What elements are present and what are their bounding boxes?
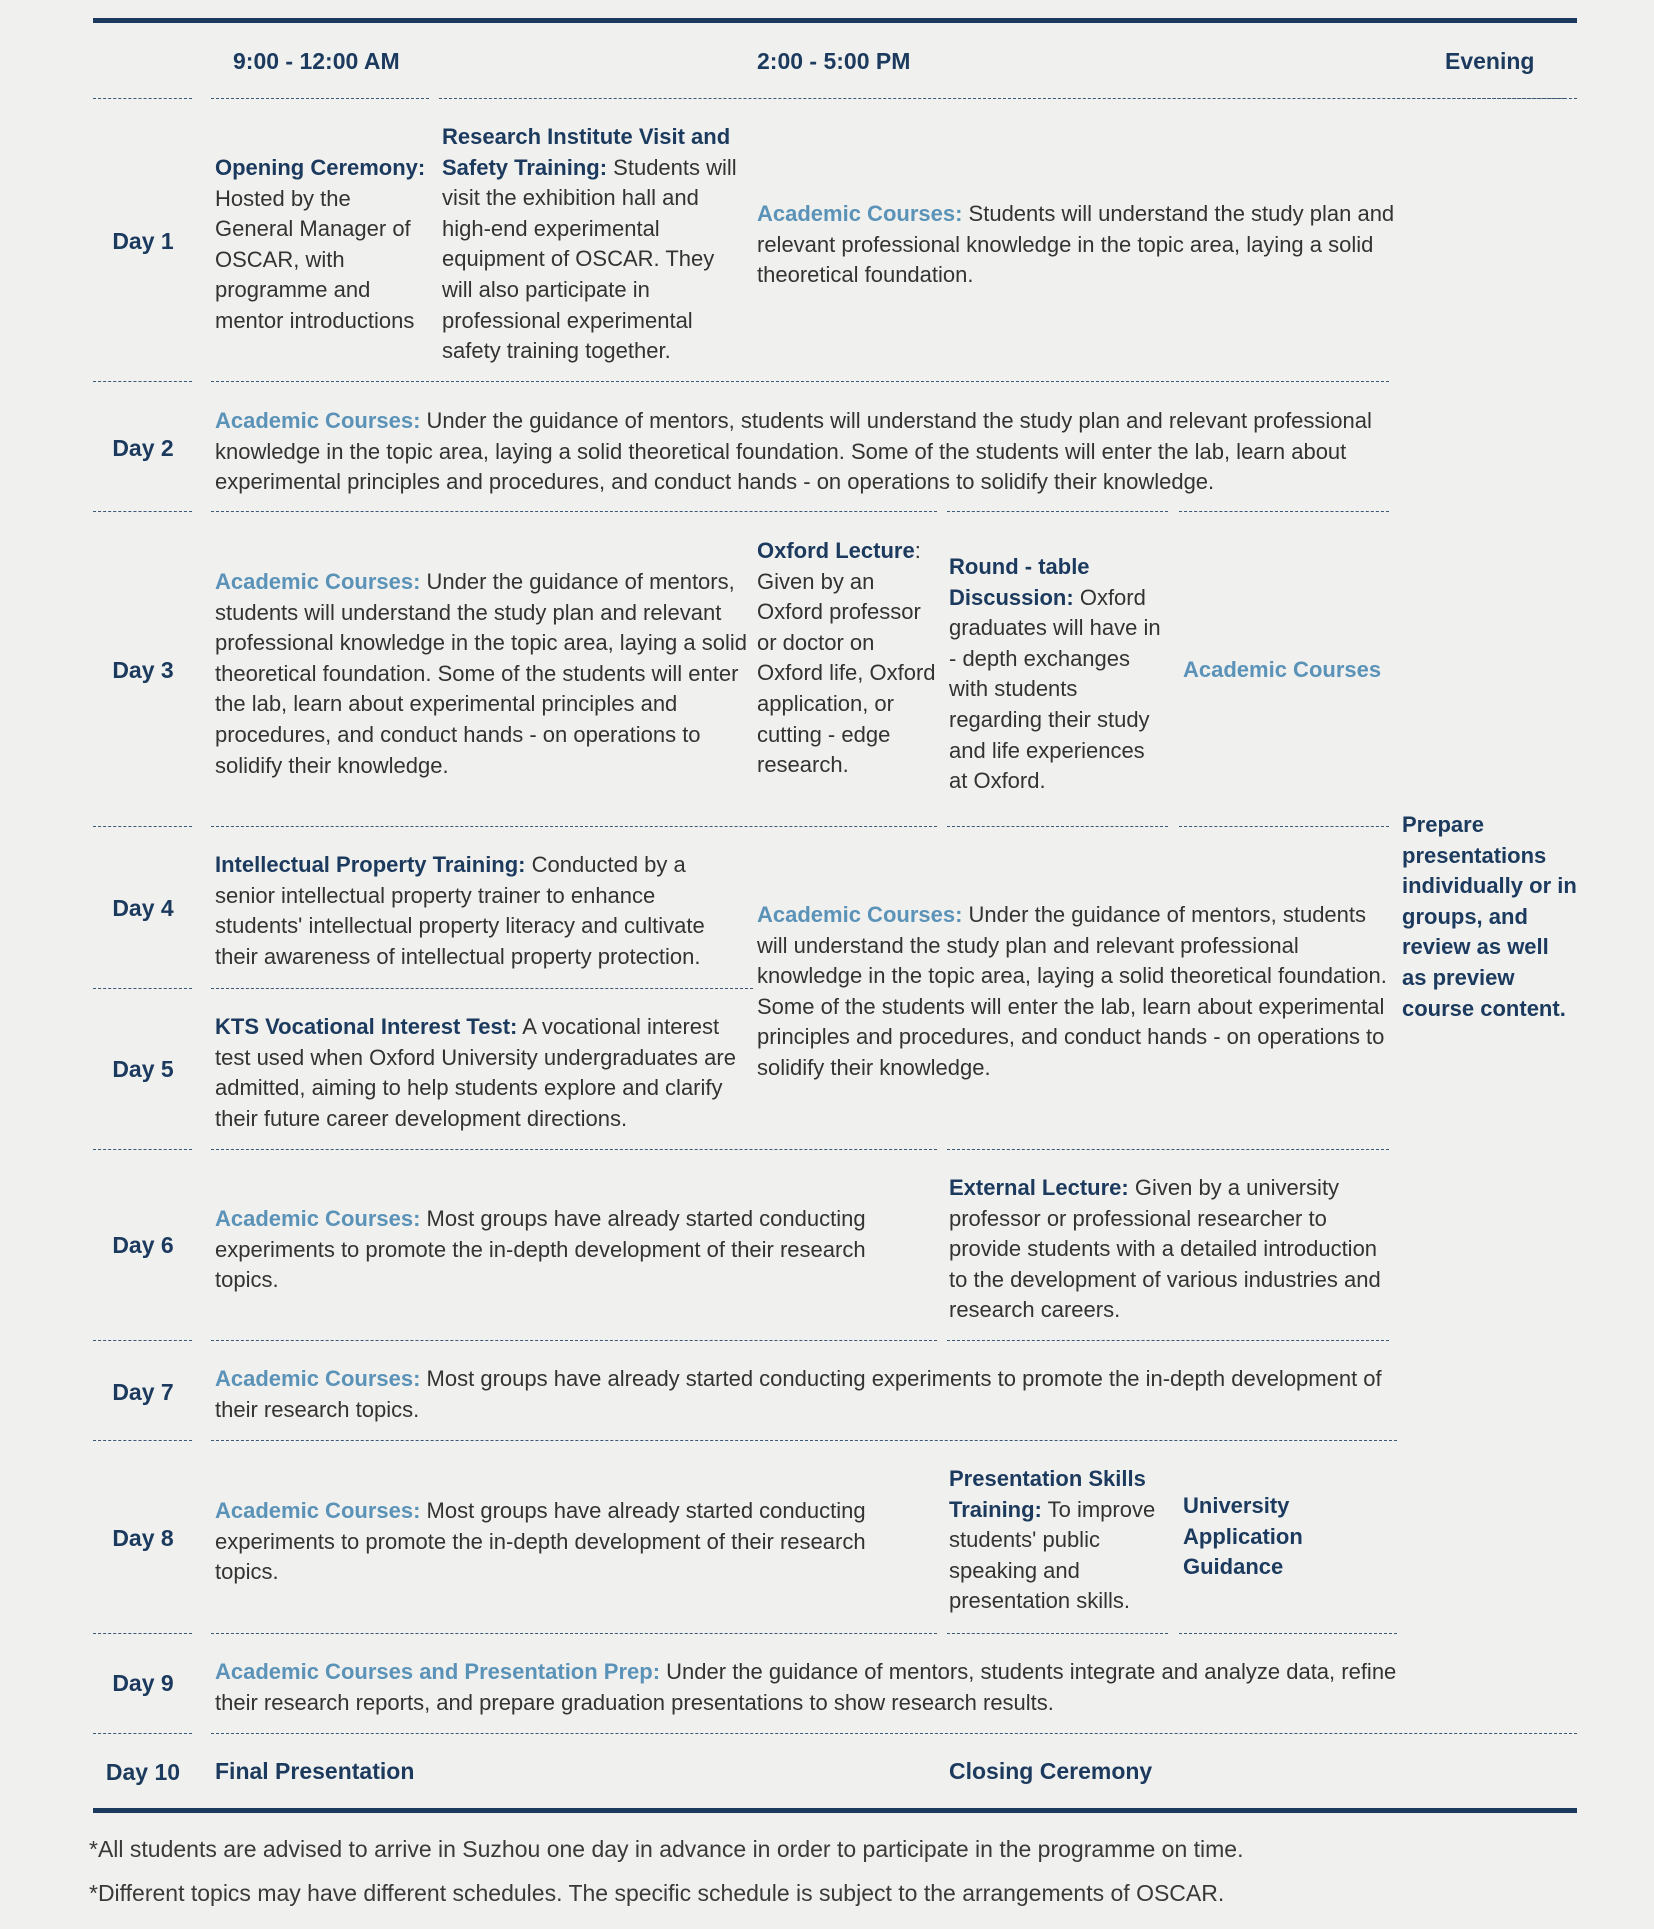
activity-text: Under the guidance of mentors, students integrate and analyze data, refine their research reports, and prepare graduation presentations to show research results. bbox=[215, 1659, 1397, 1715]
activity-label: Oxford Lecture bbox=[757, 538, 915, 563]
footnote-arrival: *All students are advised to arrive in Suzhou one day in advance in order to participate in the programme on time. bbox=[89, 1836, 1244, 1862]
activity-label: External Lecture: bbox=[949, 1175, 1129, 1200]
day1-opening-ceremony bbox=[215, 153, 430, 337]
divider-day6 bbox=[211, 1340, 937, 1341]
divider-day3 bbox=[1179, 826, 1389, 827]
divider-header bbox=[1397, 98, 1577, 99]
day-label: Day 4 bbox=[112, 895, 174, 921]
day-label: Day 3 bbox=[112, 657, 174, 683]
activity-text: Oxford graduates will have in - depth exchanges with students regarding their study and life experiences at Oxford. bbox=[949, 584, 1161, 794]
divider-day2 bbox=[93, 511, 192, 512]
day3-roundtable-discussion bbox=[949, 552, 1169, 797]
day6-external-lecture bbox=[949, 1173, 1397, 1326]
divider-day7 bbox=[93, 1440, 192, 1441]
divider-day8 bbox=[93, 1633, 192, 1634]
day4-5-academic-courses bbox=[757, 900, 1397, 1084]
divider-day4 bbox=[211, 988, 753, 989]
divider-header bbox=[211, 98, 429, 99]
activity-label: KTS Vocational Interest Test: bbox=[215, 1014, 518, 1039]
day1-academic-courses bbox=[757, 199, 1397, 291]
activity-text: Given by an Oxford professor or doctor on Oxford life, Oxford application, or cutting - edge research. bbox=[757, 568, 936, 778]
divider-day3 bbox=[93, 826, 192, 827]
academic-label: Academic Courses: bbox=[215, 569, 421, 594]
activity-text: Under the guidance of mentors, students will understand the study plan and relevant professional knowledge in the topic area, laying a solid theoretical foundation. Some of the students will enter the lab, learn about experimental principles and procedures, and conduct hands - on operations to solidify their knowledge. bbox=[215, 569, 747, 778]
academic-label: Academic Courses: bbox=[215, 1498, 421, 1523]
activity-text: A vocational interest test used when Oxford University undergraduates are admitted, aiming to help students explore and clarify their future career development directions. bbox=[215, 1014, 736, 1131]
divider-day1 bbox=[93, 381, 192, 382]
activity-text: Hosted by the General Manager of OSCAR, with programme and mentor introductions bbox=[215, 185, 415, 333]
day-label: Day 2 bbox=[112, 435, 174, 461]
day3-evening-academic: Academic Courses bbox=[1183, 657, 1382, 682]
evening-prepare-presentations: Prepare presentations individually or in groups, and review as well as preview course content. bbox=[1402, 812, 1577, 1021]
academic-label: Academic Courses: bbox=[757, 902, 963, 927]
divider-day2 bbox=[211, 511, 937, 512]
divider-day9 bbox=[93, 1733, 192, 1734]
divider-day1 bbox=[211, 381, 1389, 382]
divider-day7 bbox=[211, 1440, 1397, 1441]
day1-institute-visit bbox=[442, 122, 742, 367]
divider-day6 bbox=[93, 1340, 192, 1341]
day-label: Day 7 bbox=[112, 1379, 174, 1405]
day8-presentation-skills bbox=[949, 1464, 1167, 1617]
activity-text: Most groups have already started conducting experiments to promote the in-depth development of their research topics. bbox=[215, 1206, 866, 1293]
divider-day2 bbox=[1179, 511, 1389, 512]
divider-day8 bbox=[211, 1633, 937, 1634]
divider-header bbox=[93, 98, 192, 99]
activity-text: Conducted by a senior intellectual property trainer to enhance students' intellectual property literacy and cultivate their awareness of intellectual property protection. bbox=[215, 852, 705, 969]
activity-label: Intellectual Property Training: bbox=[215, 852, 526, 877]
day-label: Day 10 bbox=[105, 1759, 181, 1785]
day4-ip-training bbox=[215, 850, 737, 972]
activity-text: Under the guidance of mentors, students will understand the study plan and relevant professional knowledge in the topic area, laying a solid theoretical foundation. Some of the students will enter the lab, learn about experimental principles and procedures, and conduct hands - on operations to solidify their knowledge. bbox=[757, 902, 1387, 1080]
activity-text: Students will understand the study plan and relevant professional knowledge in the topic area, laying a solid theoretical foundation. bbox=[757, 201, 1395, 288]
academic-label: Academic Courses: bbox=[215, 408, 421, 433]
academic-label: Academic Courses: bbox=[215, 1206, 421, 1231]
divider-day5 bbox=[947, 1149, 1389, 1150]
day10-closing-ceremony: Closing Ceremony bbox=[949, 1758, 1153, 1784]
day-label: Day 8 bbox=[112, 1525, 174, 1551]
academic-label: Academic Courses: bbox=[757, 201, 963, 226]
bottom-rule bbox=[93, 1808, 1577, 1813]
day8-academic-courses bbox=[215, 1496, 915, 1588]
day9-academic-prep bbox=[215, 1657, 1397, 1718]
day-label: Day 6 bbox=[112, 1232, 174, 1258]
activity-label: Presentation Skills Training: bbox=[949, 1466, 1146, 1522]
day5-kts-test bbox=[215, 1012, 745, 1134]
activity-text: Most groups have already started conducting experiments to promote the in-depth development of their research topics. bbox=[215, 1498, 866, 1585]
academic-label: Academic Courses and Presentation Prep: bbox=[215, 1659, 661, 1684]
activity-label: Research Institute Visit and Safety Training: bbox=[442, 124, 731, 180]
header-afternoon: 2:00 - 5:00 PM bbox=[757, 48, 911, 74]
day6-academic-courses bbox=[215, 1204, 915, 1296]
divider-day2 bbox=[947, 511, 1168, 512]
divider-day5 bbox=[93, 1149, 192, 1150]
day7-academic-courses bbox=[215, 1364, 1399, 1425]
divider-day8 bbox=[1179, 1633, 1397, 1634]
day2-academic-courses bbox=[215, 406, 1397, 498]
day10-final-presentation: Final Presentation bbox=[215, 1758, 415, 1784]
day8-university-application-guidance: University Application Guidance bbox=[1183, 1493, 1303, 1580]
activity-text: Students will visit the exhibition hall and high-end experimental equipment of OSCAR. They will also participate in professional experimental safety training together. bbox=[442, 154, 737, 364]
divider-day3 bbox=[947, 826, 1168, 827]
activity-label: Round - table Discussion: bbox=[949, 554, 1090, 610]
divider-day4 bbox=[93, 988, 192, 989]
day3-academic-courses bbox=[215, 567, 755, 781]
activity-text: Under the guidance of mentors, students will understand the study plan and relevant professional knowledge in the topic area, laying a solid theoretical foundation. Some of the students will enter the lab, learn about experimental principles and procedures, and conduct hands - on operations to solidify their knowledge. bbox=[215, 408, 1372, 495]
divider-day6 bbox=[947, 1340, 1389, 1341]
header-evening: Evening bbox=[1445, 48, 1535, 74]
activity-text: Most groups have already started conducting experiments to promote the in-depth development of their research topics. bbox=[215, 1366, 1382, 1422]
divider-day5 bbox=[211, 1149, 937, 1150]
header-morning: 9:00 - 12:00 AM bbox=[233, 48, 400, 74]
day-label: Day 5 bbox=[112, 1056, 174, 1082]
activity-text: Given by a university professor or professional researcher to provide students with a detailed introduction to the development of various industries and research careers. bbox=[949, 1175, 1381, 1323]
divider-day9 bbox=[211, 1733, 1577, 1734]
divider-day8 bbox=[947, 1633, 1168, 1634]
activity-text: To improve students' public speaking and presentation skills. bbox=[949, 1496, 1156, 1614]
footnote-schedule: *Different topics may have different schedules. The specific schedule is subject to the arrangements of OSCAR. bbox=[89, 1880, 1225, 1906]
divider-day3 bbox=[211, 826, 937, 827]
day3-oxford-lecture: Oxford Lecture: Given by an Oxford professor or doctor on Oxford life, Oxford application, or cutting - edge research. bbox=[757, 538, 936, 778]
day-label: Day 9 bbox=[112, 1670, 174, 1696]
top-rule bbox=[93, 18, 1577, 23]
day-label: Day 1 bbox=[112, 228, 174, 254]
academic-label: Academic Courses: bbox=[215, 1366, 421, 1391]
activity-label: Opening Ceremony: bbox=[215, 155, 426, 180]
